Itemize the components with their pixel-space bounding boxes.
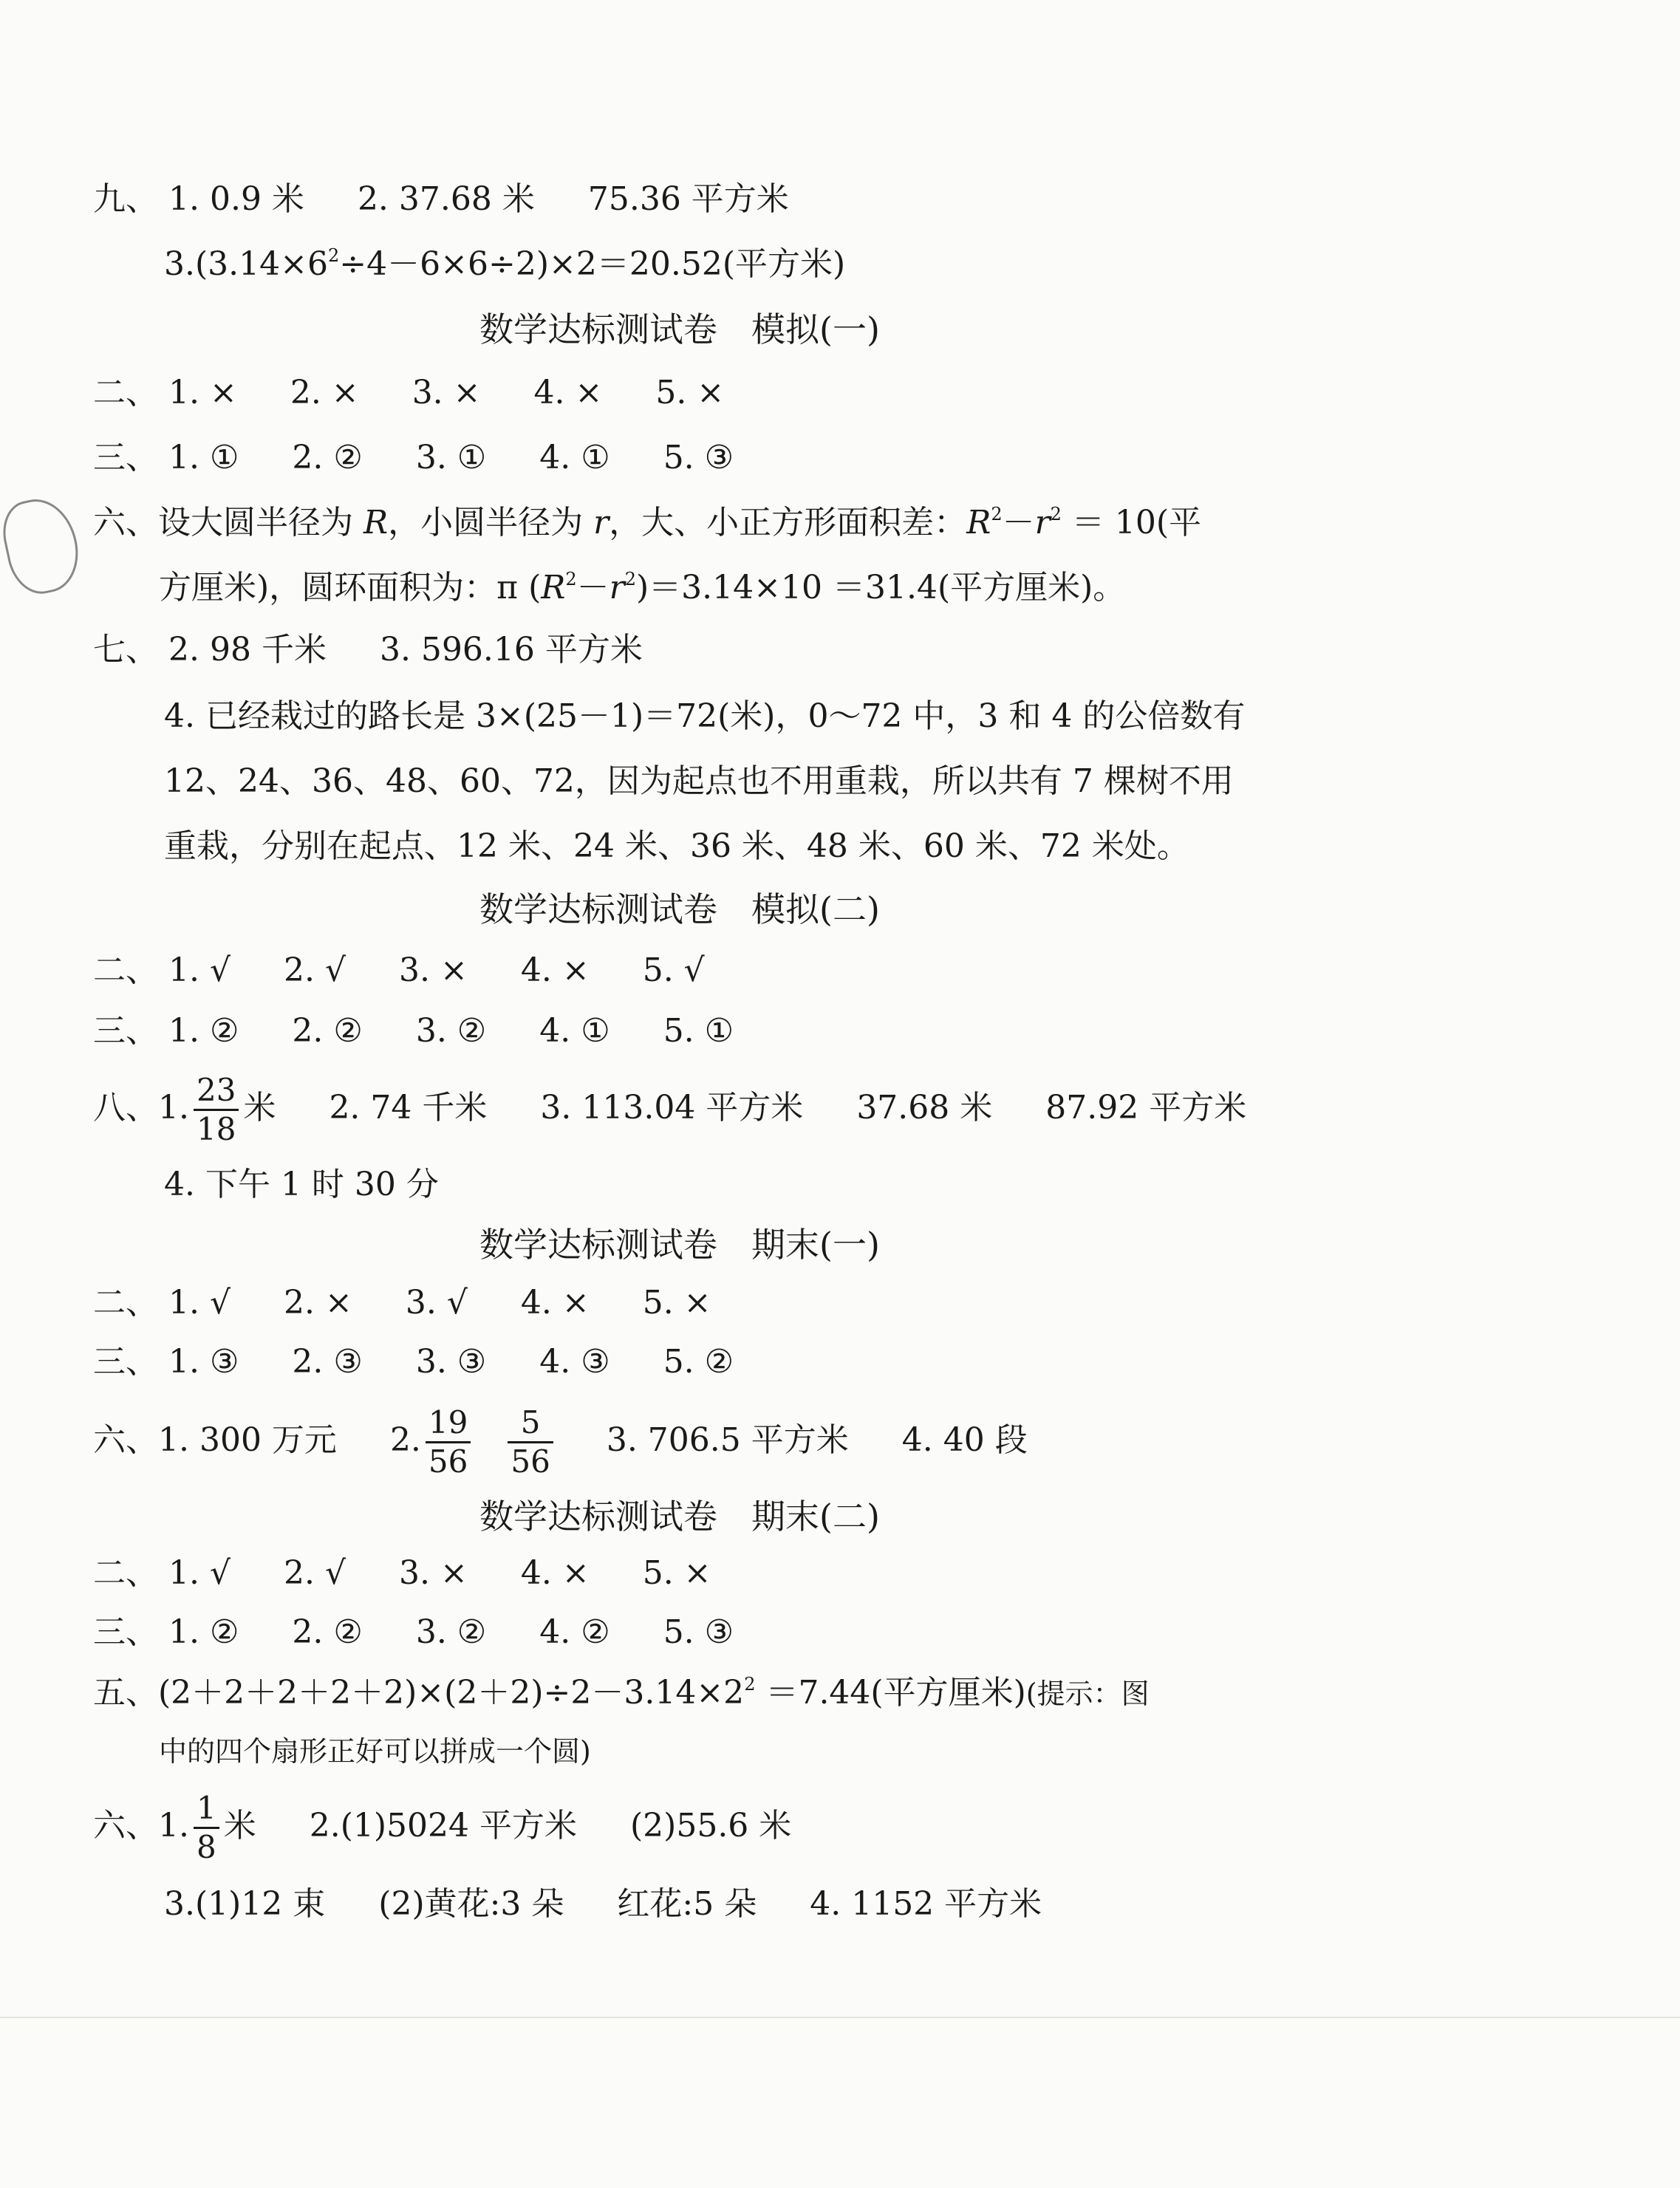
mock2-s8-line2: 4. 下午 1 时 30 分 (164, 1166, 439, 1203)
exponent: 2 (565, 569, 577, 589)
answer-item: 3. √ (405, 1284, 468, 1322)
answer-item: 5. ③ (663, 1613, 734, 1651)
answer-item: 4. ① (539, 439, 610, 476)
answer-item: (2)55.6 米 (630, 1807, 792, 1845)
variable: R (541, 569, 566, 606)
mock1-s3 (93, 439, 734, 476)
final2-s3 (93, 1613, 734, 1651)
final1-s3 (93, 1343, 734, 1381)
section-label: 三、 (93, 1613, 158, 1651)
answer-item: 3. ② (415, 1613, 487, 1651)
answer-item: 4. ① (539, 1012, 610, 1050)
answer-item: 37.68 米 (856, 1089, 993, 1127)
answer-item: 2. √ (284, 1554, 346, 1592)
section-label: 六、 (93, 504, 158, 541)
variable: r (609, 569, 625, 606)
answer-item: 5. × (655, 374, 725, 411)
section-title: 数学达标测试卷 模拟(二) (479, 889, 880, 929)
section-label: 六、 (93, 1807, 158, 1845)
answer-item: 4. × (520, 951, 590, 989)
answer-item: 2. ② (292, 1012, 363, 1050)
answer-item: 75.36 平方米 (587, 180, 789, 218)
answer-item: (2)黄花:3 朵 (378, 1885, 564, 1923)
section-title: 数学达标测试卷 期末(二) (479, 1497, 880, 1536)
unit: 米 (223, 1807, 256, 1845)
fraction (194, 1072, 239, 1147)
variable: R (966, 504, 991, 541)
answer-item: 3. ① (415, 439, 487, 476)
section-label: 二、 (93, 1284, 158, 1322)
section-label: 八、 (93, 1089, 158, 1127)
fraction-numerator: 19 (426, 1407, 471, 1443)
answer-item: 红花:5 朵 (617, 1885, 757, 1923)
mock2-s8-line1 (93, 1070, 1246, 1146)
mock1-s7-line4: 重栽，分别在起点、12 米、24 米、36 米、48 米、60 米、72 米处。 (164, 827, 1189, 865)
fraction-denominator: 56 (428, 1443, 468, 1480)
section-label: 三、 (93, 439, 158, 476)
item-number: 2. (389, 1421, 421, 1459)
mock1-s6-line2 (159, 569, 1126, 606)
section-label: 七、 (93, 631, 158, 669)
mock1-s2 (93, 374, 725, 411)
answer-item: 2. 98 千米 (168, 631, 327, 669)
answer-item: 2. × (290, 374, 359, 411)
answer-item: 1. 0.9 米 (168, 180, 304, 218)
answer-item: 1. √ (168, 1284, 231, 1322)
answer-item: 2. ③ (292, 1343, 363, 1381)
answer-item: 1. ② (168, 1012, 239, 1050)
answer-item: 4. ② (539, 1613, 610, 1651)
answer-item: 3. × (399, 951, 468, 989)
solution-text: ，大、小正方形面积差： (609, 504, 967, 541)
section-label: 九、 (93, 180, 158, 218)
item-number: 1. (158, 1807, 189, 1845)
variable: r (1034, 504, 1051, 541)
answer-item: 5. × (642, 1284, 711, 1322)
sec9-line1 (93, 180, 789, 218)
solution-text: ＝ 10(平 (1061, 504, 1202, 541)
formula-text: 3.(3.14×6 (164, 245, 328, 283)
answer-item: 1. 300 万元 (158, 1421, 337, 1459)
answer-item: 5. ② (663, 1343, 734, 1381)
solution-text: 设大圆半径为 (158, 504, 363, 541)
exponent: 2 (1050, 504, 1062, 524)
section-label: 三、 (93, 1012, 158, 1050)
mock1-s6-line1 (93, 504, 1202, 541)
exponent: 2 (991, 504, 1003, 524)
exponent: 2 (327, 245, 340, 266)
answer-item: 1. ① (168, 439, 239, 476)
mock1-s7-line1 (93, 631, 643, 669)
answer-item: 3. × (399, 1554, 468, 1592)
answer-item: 4. ③ (539, 1343, 610, 1381)
fraction (194, 1790, 219, 1865)
variable: r (593, 504, 609, 541)
sec9-line2 (164, 245, 846, 283)
answer-item: 3. ② (415, 1012, 487, 1050)
mock1-s7-line2: 4. 已经栽过的路长是 3×(25－1)＝72(米)，0～72 中，3 和 4 的公倍数有 (164, 697, 1246, 735)
operator: － (576, 569, 609, 606)
section-title: 数学达标测试卷 期末(一) (479, 1225, 880, 1265)
answer-item: 3. 113.04 平方米 (540, 1089, 804, 1127)
fraction-denominator: 56 (511, 1443, 550, 1480)
answer-item: 87.92 平方米 (1045, 1089, 1247, 1127)
section-label: 三、 (93, 1343, 158, 1381)
answer-item: 1. √ (168, 1554, 231, 1592)
fraction-numerator: 1 (194, 1793, 219, 1829)
answer-item: 1. √ (168, 951, 231, 989)
answer-item: 5. ① (663, 1012, 734, 1050)
solution-text: 方厘米)，圆环面积为：π ( (159, 569, 542, 606)
answer-item: 4. × (533, 374, 603, 411)
item-number: 1. (158, 1089, 189, 1127)
mock2-s3 (93, 1012, 734, 1050)
answer-item: 5. ③ (663, 439, 734, 476)
fraction (508, 1404, 553, 1480)
answer-item: 3.(1)12 束 (164, 1885, 326, 1923)
answer-item: 4. × (520, 1284, 590, 1322)
answer-item: 4. 40 段 (901, 1421, 1028, 1459)
answer-item: 3. × (412, 374, 481, 411)
variable: R (363, 504, 389, 541)
fraction (426, 1404, 471, 1480)
final2-s5-line1 (93, 1674, 1150, 1712)
solution-text: ，小圆半径为 (388, 504, 594, 541)
answer-item: 1. ② (168, 1613, 239, 1651)
answer-item: 5. √ (642, 951, 705, 989)
section-title: 数学达标测试卷 模拟(一) (479, 310, 880, 349)
mock2-s2 (93, 951, 705, 989)
formula-text: ÷4－6×6÷2)×2＝20.52(平方米) (339, 245, 846, 283)
fraction-denominator: 8 (196, 1829, 216, 1865)
answer-item: 2. 37.68 米 (357, 180, 535, 218)
fraction-numerator: 23 (194, 1075, 239, 1111)
fraction-numerator: 5 (508, 1407, 553, 1443)
final2-s5-line2: 中的四个扇形正好可以拼成一个圆) (159, 1735, 591, 1768)
section-label: 六、 (93, 1421, 158, 1459)
stamp-seal (0, 492, 86, 599)
answer-item: 5. × (642, 1554, 711, 1592)
section-label: 二、 (93, 374, 158, 411)
answer-item: 4. 1152 平方米 (810, 1885, 1042, 1923)
exponent: 2 (624, 569, 636, 589)
operator: － (1002, 504, 1035, 541)
page-divider (0, 2017, 1680, 2018)
final1-s6 (93, 1402, 1028, 1479)
unit: 米 (243, 1089, 276, 1127)
formula-text: ＝7.44(平方厘米) (755, 1674, 1026, 1712)
answer-item: 3. 706.5 平方米 (606, 1421, 849, 1459)
answer-item: 2. √ (284, 951, 346, 989)
section-label: 五、 (93, 1674, 158, 1712)
answer-item: 2. × (284, 1284, 352, 1322)
answer-item: 1. ③ (168, 1343, 239, 1381)
answer-item: 3. 596.16 平方米 (379, 631, 643, 669)
final2-s6-line2 (164, 1885, 1042, 1923)
final2-s2 (93, 1554, 711, 1592)
fraction-denominator: 18 (196, 1111, 236, 1147)
section-label: 二、 (93, 951, 158, 989)
exponent: 2 (744, 1674, 756, 1695)
solution-text: )＝3.14×10 ＝31.4(平方厘米)。 (636, 569, 1126, 606)
answer-item: 2. ② (292, 439, 363, 476)
answer-item: 2. 74 千米 (329, 1089, 488, 1127)
answer-item: 1. × (168, 374, 237, 411)
final2-s6-line1 (93, 1788, 791, 1864)
answer-item: 2. ② (292, 1613, 363, 1651)
answer-item: 2.(1)5024 平方米 (309, 1807, 577, 1845)
hint-text: (提示：图 (1025, 1678, 1150, 1710)
mock1-s7-line3: 12、24、36、48、60、72，因为起点也不用重栽，所以共有 7 棵树不用 (164, 762, 1234, 800)
section-label: 二、 (93, 1554, 158, 1592)
answer-item: 4. × (520, 1554, 590, 1592)
final1-s2 (93, 1284, 711, 1322)
answer-item: 3. ③ (415, 1343, 487, 1381)
formula-text: (2＋2＋2＋2＋2)×(2＋2)÷2－3.14×2 (158, 1674, 745, 1712)
